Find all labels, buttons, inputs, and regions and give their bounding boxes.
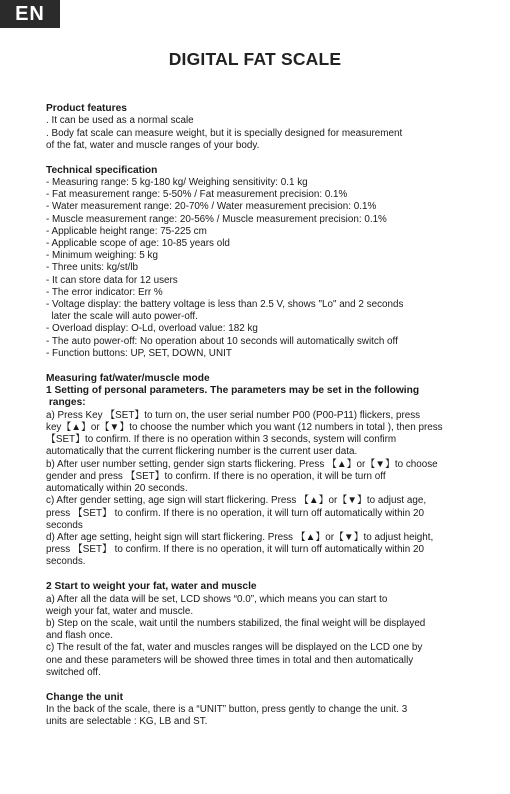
step-a-line: 【SET】to confirm. If there is no operation within 3 seconds, system will confirm xyxy=(46,434,397,446)
heading-measuring-mode: Measuring fat/water/muscle mode xyxy=(46,372,210,384)
weigh-line: c) The result of the fat, water and muscles ranges will be displayed on the LCD one by xyxy=(46,642,423,654)
section-change-unit xyxy=(46,692,498,729)
section-technical-specification xyxy=(46,165,498,360)
spec-line: later the scale will auto power-off. xyxy=(46,311,198,323)
step-d-line: press 【SET】 to confirm. If there is no operation, it will turn off automatically within 20 xyxy=(46,544,424,556)
language-badge: EN xyxy=(0,0,60,28)
weigh-line: and flash once. xyxy=(46,630,113,642)
step-b-line: b) After user number setting, gender sign starts flickering. Press 【▲】or【▼】to choose xyxy=(46,458,438,470)
step-a-line: automatically that the current flickering number is the current user data. xyxy=(46,446,358,458)
spec-line: - Applicable height range: 75-225 cm xyxy=(46,225,207,237)
weigh-line: switched off. xyxy=(46,666,101,678)
spec-line: - The error indicator: Err % xyxy=(46,286,163,298)
heading-technical-specification: Technical specification xyxy=(46,164,158,176)
section-measuring-mode xyxy=(46,373,498,569)
step-c-line: c) After gender setting, age sign will start flickering. Press 【▲】or【▼】to adjust age, xyxy=(46,495,427,507)
spec-line: - Applicable scope of age: 10-85 years old xyxy=(46,238,230,250)
heading-personal-parameters: 1 Setting of personal parameters. The parameters may be set in the following xyxy=(46,385,420,397)
step-d-line: d) After age setting, height sign will start flickering. Press 【▲】or【▼】to adjust height, xyxy=(46,531,434,543)
step-c-line: press 【SET】 to confirm. If there is no operation, it will turn off automatically within 20 xyxy=(46,507,424,519)
weigh-line: b) Step on the scale, wait until the numbers stabilized, the final weight will be displayed xyxy=(46,617,426,629)
spec-line: - It can store data for 12 users xyxy=(46,274,178,286)
step-a-line: key【▲】or【▼】to choose the number which you want (12 numbers in total ), then press xyxy=(46,422,443,434)
heading-start-weighing: 2 Start to weight your fat, water and muscle xyxy=(46,581,257,593)
section-start-weighing xyxy=(46,581,498,679)
step-a-line: a) Press Key 【SET】to turn on, the user serial number P00 (P00-P11) flickers, press xyxy=(46,409,421,421)
heading-change-unit: Change the unit xyxy=(46,691,123,703)
feature-line: of the fat, water and muscle ranges of your body. xyxy=(46,139,260,151)
unit-line: In the back of the scale, there is a “UNIT” button, press gently to change the unit. 3 xyxy=(46,703,408,715)
step-b-line: automatically within 20 seconds. xyxy=(46,483,188,495)
feature-line: . It can be used as a normal scale xyxy=(46,115,194,127)
spec-line: - Overload display: O-Ld, overload value: 182 kg xyxy=(46,323,258,335)
heading-product-features: Product features xyxy=(46,103,127,114)
step-d-line: seconds. xyxy=(46,556,86,568)
spec-line: - Function buttons: UP, SET, DOWN, UNIT xyxy=(46,347,232,359)
spec-line: - The auto power-off: No operation about 10 seconds will automatically switch off xyxy=(46,335,398,347)
unit-line: units are selectable : KG, LB and ST. xyxy=(46,716,208,728)
section-product-features xyxy=(46,103,498,152)
feature-line: . Body fat scale can measure weight, but it is specially designed for measurement xyxy=(46,127,403,139)
heading-personal-parameters-cont: ranges: xyxy=(46,397,86,409)
spec-line: - Minimum weighing: 5 kg xyxy=(46,250,158,262)
spec-line: - Water measurement range: 20-70% / Water measurement precision: 0.1% xyxy=(46,201,377,213)
spec-line: - Measuring range: 5 kg-180 kg/ Weighing sensitivity: 0.1 kg xyxy=(46,177,308,189)
document-body xyxy=(46,103,498,741)
weigh-line: weigh your fat, water and muscle. xyxy=(46,605,194,617)
spec-line: - Three units: kg/st/lb xyxy=(46,262,139,274)
weigh-line: a) After all the data will be set, LCD shows “0.0”, which means you can start to xyxy=(46,593,388,605)
spec-line: - Fat measurement range: 5-50% / Fat measurement precision: 0.1% xyxy=(46,189,348,201)
spec-line: - Muscle measurement range: 20-56% / Muscle measurement precision: 0.1% xyxy=(46,213,387,225)
step-b-line: gender and press 【SET】to confirm. If there is no operation, it will be turn off xyxy=(46,470,386,482)
document-title: DIGITAL FAT SCALE xyxy=(168,49,342,69)
spec-line: - Voltage display: the battery voltage is less than 2.5 V, shows "Lo" and 2 seconds xyxy=(46,299,404,311)
step-c-line: seconds xyxy=(46,519,83,531)
weigh-line: one and these parameters will be showed three times in total and then automatically xyxy=(46,654,414,666)
